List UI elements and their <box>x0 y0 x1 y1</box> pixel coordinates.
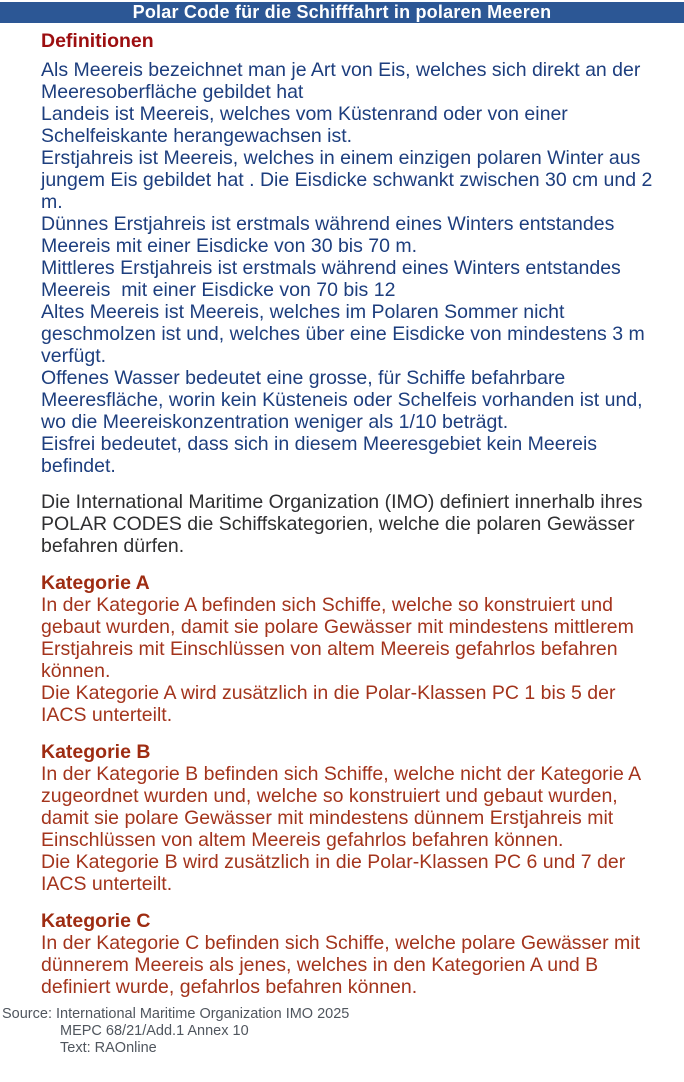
definition-item: Dünnes Erstjahreis ist erstmals während eines Winters entstandes Meereis mit einer Eisdicke von 30 bis 70 m. <box>41 213 620 257</box>
category-b-heading: Kategorie B <box>41 741 151 763</box>
page-title: Polar Code für die Schifffahrt in polaren Meeren <box>132 2 552 22</box>
category-b-section <box>41 741 662 895</box>
definitions-list <box>41 59 662 477</box>
title-bar <box>0 2 684 23</box>
category-c-heading: Kategorie C <box>41 910 151 932</box>
category-a-paragraph: In der Kategorie A befinden sich Schiffe, welche so konstruiert und gebaut wurden, damit sie polare Gewässer mit mindestens mittlerem Erstjahreis mit Einschlüssen von altem Meereis gefahrlos befahren können. <box>41 594 640 682</box>
definition-item: Eisfrei bedeutet, dass sich in diesem Meeresgebiet kein Meereis befindet. <box>41 433 603 477</box>
definition-item: Landeis ist Meereis, welches vom Küstenrand oder von einer Schelfeiskante herangewachsen ist. <box>41 103 574 147</box>
definition-item: Erstjahreis ist Meereis, welches in einem einzigen polaren Winter aus jungem Eis gebildet hat . Die Eisdicke schwankt zwischen 30 cm und 2 m. <box>41 147 658 213</box>
definition-item: Altes Meereis ist Meereis, welches im Polaren Sommer nicht geschmolzen ist und, welches über eine Eisdicke von mindestens 3 m verfügt. <box>41 301 651 367</box>
category-a-section <box>41 572 662 726</box>
category-a-paragraph: Die Kategorie A wird zusätzlich in die Polar-Klassen PC 1 bis 5 der IACS unterteilt. <box>41 682 621 726</box>
footer <box>0 1006 684 1057</box>
source-reference-line: MEPC 68/21/Add.1 Annex 10 <box>60 1023 249 1039</box>
definition-item: Offenes Wasser bedeutet eine grosse, für Schiffe befahrbare Meeresfläche, worin kein Küsteneis oder Schelfeis vorhanden ist und, wo die Meereiskonzentration weniger als 1/10 beträgt. <box>41 367 654 433</box>
imo-paragraph: Die International Maritime Organization (IMO) definiert innerhalb ihres POLAR CODES die Schiffskategorien, welche die polaren Gewässer befahren dürfen. <box>41 491 648 557</box>
source-line: Source: International Maritime Organization IMO 2025 <box>2 1006 350 1022</box>
category-a-heading: Kategorie A <box>41 572 150 594</box>
category-b-paragraph: Die Kategorie B wird zusätzlich in die Polar-Klassen PC 6 und 7 der IACS unterteilt. <box>41 851 631 895</box>
category-c-section <box>41 910 662 998</box>
page <box>0 2 684 1082</box>
content <box>0 23 684 998</box>
category-b-paragraph: In der Kategorie B befinden sich Schiffe, welche nicht der Kategorie A zugeordnet wurden und, welche so konstruiert und gebaut wurden, damit sie polare Gewässer mit mindestens dünnem Erstjahreis mit Einschlüssen von altem Meereis gefahrlos befahren können. <box>41 763 646 851</box>
definition-item: Als Meereis bezeichnet man je Art von Eis, welches sich direkt an der Meeresoberfläche gebildet hat <box>41 59 646 103</box>
definitions-heading: Definitionen <box>41 30 154 52</box>
text-credit-line: Text: RAOnline <box>60 1040 157 1056</box>
category-c-paragraph: In der Kategorie C befinden sich Schiffe, welche polare Gewässer mit dünnerem Meereis als jenes, welches in den Kategorien A und B definiert wurde, gefahrlos befahren können. <box>41 932 646 998</box>
definition-item: Mittleres Erstjahreis ist erstmals während eines Winters entstandes Meereis mit einer Eisdicke von 70 bis 12 <box>41 257 627 301</box>
